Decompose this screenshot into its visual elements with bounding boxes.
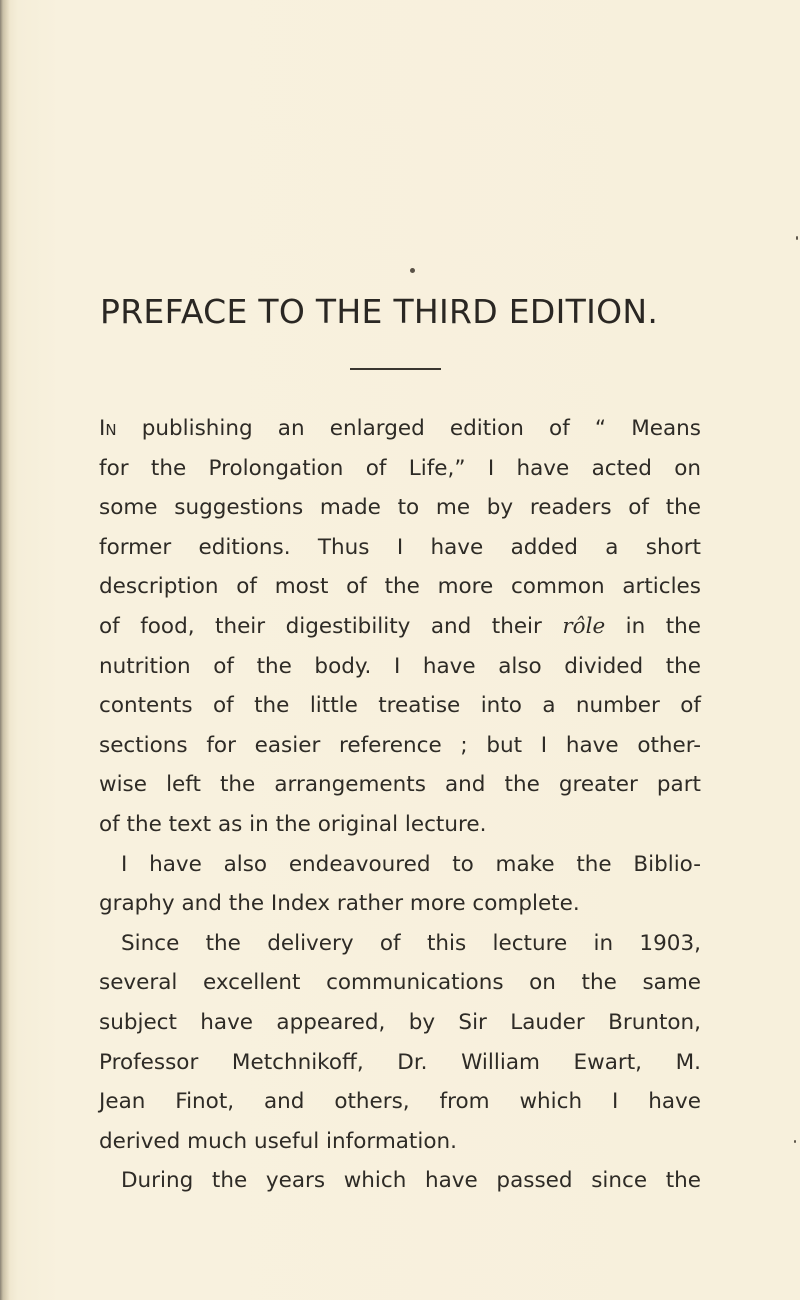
italic-word: rôle [562,613,606,639]
text-line: of the text as in the original lecture. [99,811,487,837]
print-speck [794,1140,796,1143]
title-divider [350,368,441,370]
text-line: contents of the little treatise into a number of [99,693,701,719]
page-binding-edge [0,0,10,1300]
text-line: Professor Metchnikoff, Dr. William Ewart, M. [99,1049,701,1075]
text-line: I have also endeavoured to make the Biblio- [121,851,701,877]
print-speck [410,268,415,273]
page-title: PREFACE TO THE THIRD EDITION. [100,292,659,331]
lead-word: In [99,416,117,441]
text-line: nutrition of the body. I have also divided the [99,653,701,679]
text-line: In publishing an enlarged edition of “ Means [99,416,701,441]
text-line: description of most of the more common articles [99,574,701,600]
text-line: several excellent communications on the same [99,970,701,996]
text-line: for the Prolongation of Life,” I have acted on [99,455,701,481]
text-line: of food, their digestibility and their rôle in the [99,613,701,639]
print-speck [796,236,798,240]
text-line: wise left the arrangements and the greater part [99,772,701,798]
text-line: sections for easier reference ; but I have other- [99,732,701,758]
text-line: During the years which have passed since the [121,1168,701,1194]
text-line: Jean Finot, and others, from which I have [99,1089,701,1115]
text-line: derived much useful information. [99,1128,457,1154]
text-line: graphy and the Index rather more complete. [99,891,580,917]
text-line: subject have appeared, by Sir Lauder Brunton, [99,1009,701,1035]
text-line: some suggestions made to me by readers of the [99,495,701,521]
text-line: former editions. Thus I have added a short [99,534,701,560]
preface-body [99,409,701,1201]
text-line: Since the delivery of this lecture in 1903, [121,930,701,956]
